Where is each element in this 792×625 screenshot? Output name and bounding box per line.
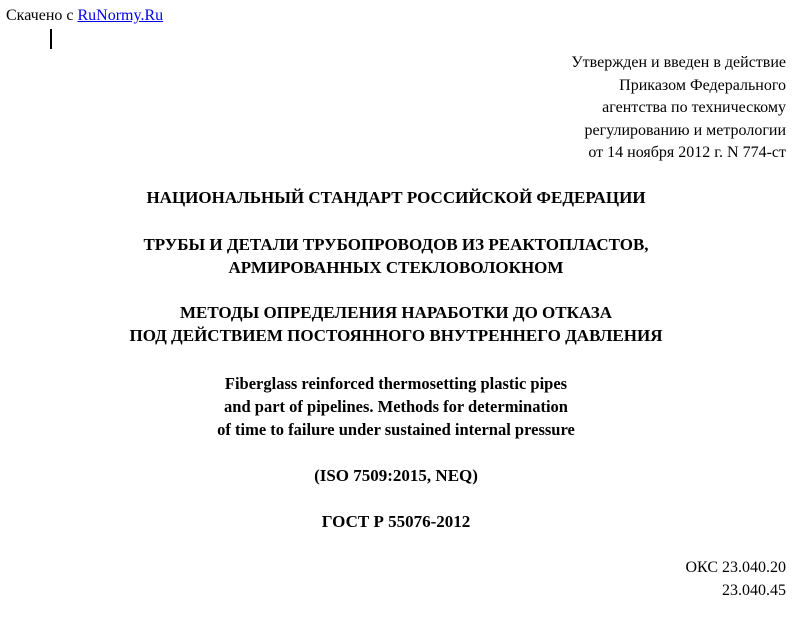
approval-line: Приказом Федерального [619, 76, 786, 94]
approval-block [571, 52, 786, 165]
text-cursor [50, 29, 52, 49]
english-title [0, 372, 792, 441]
methods-title [0, 302, 792, 347]
oks-classification [686, 557, 787, 602]
downloaded-prefix: Скачено с [6, 7, 74, 24]
approval-line: агентства по техническому [602, 99, 786, 116]
product-title [0, 234, 792, 279]
product-title-line: АРМИРОВАННЫХ СТЕКЛОВОЛОКНОМ [228, 257, 564, 277]
iso-reference-text: (ISO 7509:2015, NEQ) [314, 466, 478, 485]
oks-code: 23.040.45 [722, 581, 786, 599]
iso-reference [0, 465, 792, 488]
gost-number-text: ГОСТ Р 55076-2012 [321, 512, 471, 531]
methods-title-line: МЕТОДЫ ОПРЕДЕЛЕНИЯ НАРАБОТКИ ДО ОТКАЗА [179, 303, 613, 322]
english-title-line: Fiberglass reinforced thermosetting plastic pipes [224, 374, 568, 393]
standard-type-heading [0, 187, 792, 210]
approval-line: Утвержден и введен в действие [571, 54, 786, 71]
methods-title-line: ПОД ДЕЙСТВИЕМ ПОСТОЯННОГО ВНУТРЕННЕГО ДАВЛЕНИЯ [129, 325, 663, 345]
gost-number [0, 511, 792, 534]
downloaded-from-line [6, 6, 163, 26]
english-title-line: of time to failure under sustained internal pressure [217, 420, 575, 439]
approval-line: от 14 ноября 2012 г. N 774-ст [588, 144, 786, 161]
approval-line: регулированию и метрологии [584, 121, 786, 139]
standard-type-text: НАЦИОНАЛЬНЫЙ СТАНДАРТ РОССИЙСКОЙ ФЕДЕРАЦИИ [146, 188, 646, 207]
source-link[interactable]: RuNormy.Ru [77, 7, 164, 24]
oks-code: ОКС 23.040.20 [685, 559, 786, 576]
product-title-line: ТРУБЫ И ДЕТАЛИ ТРУБОПРОВОДОВ ИЗ РЕАКТОПЛАСТОВ, [143, 235, 649, 254]
english-title-line: and part of pipelines. Methods for determination [224, 397, 568, 416]
